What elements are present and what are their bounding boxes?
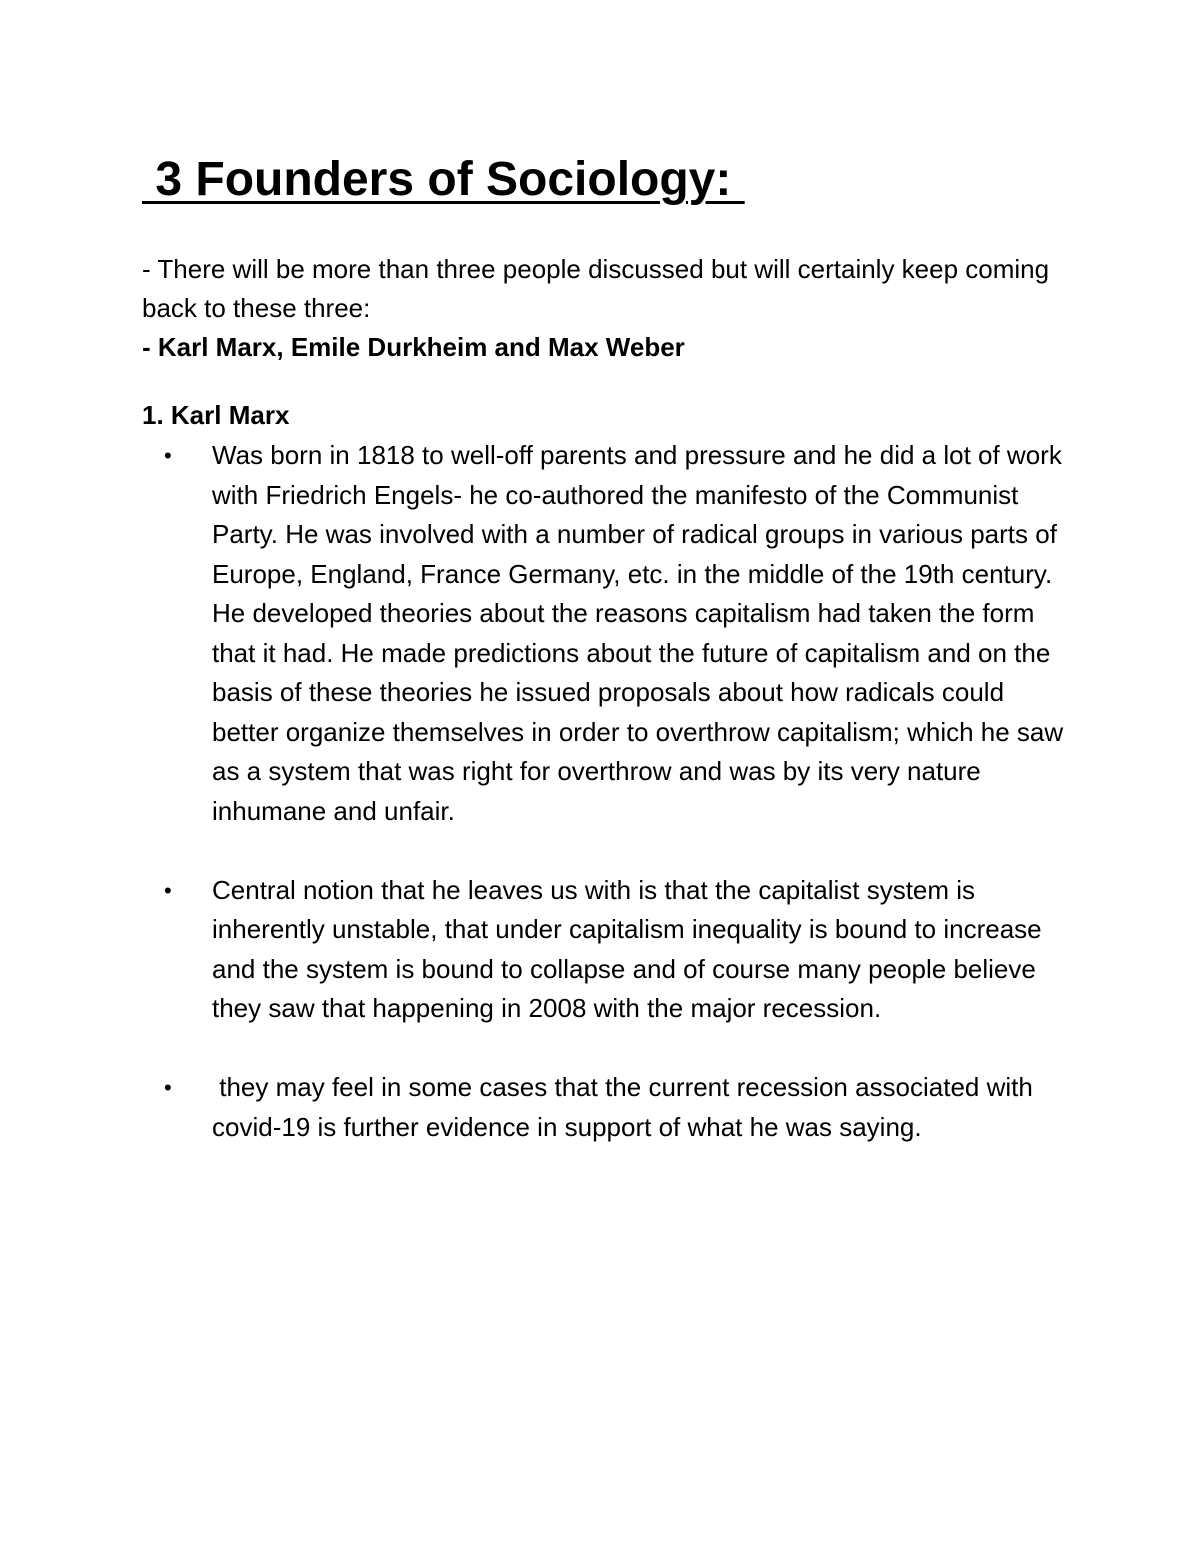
list-item — [142, 871, 1072, 1029]
intro-block — [142, 250, 1102, 367]
list-item-text: they may feel in some cases that the current recession associated with covid-19 is further evidence in support of what he was saying. — [212, 1072, 1041, 1142]
bullet-icon: • — [164, 443, 172, 468]
founders-list-line: - Karl Marx, Emile Durkheim and Max Weber — [142, 332, 685, 362]
list-item-text: Was born in 1818 to well-off parents and pressure and he did a lot of work with Friedrich Engels- he co-authored the manifesto of the Communist Party. He was involved with a number of radical groups in various parts of Europe, England, France Germany, etc. in the middle of the 19th century. He developed theories about the reasons capitalism had taken the form that it had. He made predictions about the future of capitalism and on the basis of these theories he issued proposals about how radicals could better organize themselves in order to overthrow capitalism; which he saw as a system that was right for overthrow and was by its very nature inhumane and unfair. — [212, 440, 1064, 826]
bullet-icon: • — [164, 877, 172, 903]
list-item — [142, 1068, 1072, 1147]
section-heading-karl-marx: 1. Karl Marx — [142, 400, 290, 430]
bullet-icon: • — [164, 1075, 172, 1100]
list-item — [142, 436, 1072, 831]
document-title: 3 Founders of Sociology: — [142, 153, 745, 206]
intro-line: - There will be more than three people discussed but will certainly keep coming back to these three: — [142, 254, 1050, 323]
list-item-text: Central notion that he leaves us with is that the capitalist system is inherently unstable, that under capitalism inequality is bound to increase and the system is bound to collapse and of course many people believe they saw that happening in 2008 with the major recession. — [212, 874, 1042, 1023]
karl-marx-bullet-list — [142, 436, 1072, 1187]
